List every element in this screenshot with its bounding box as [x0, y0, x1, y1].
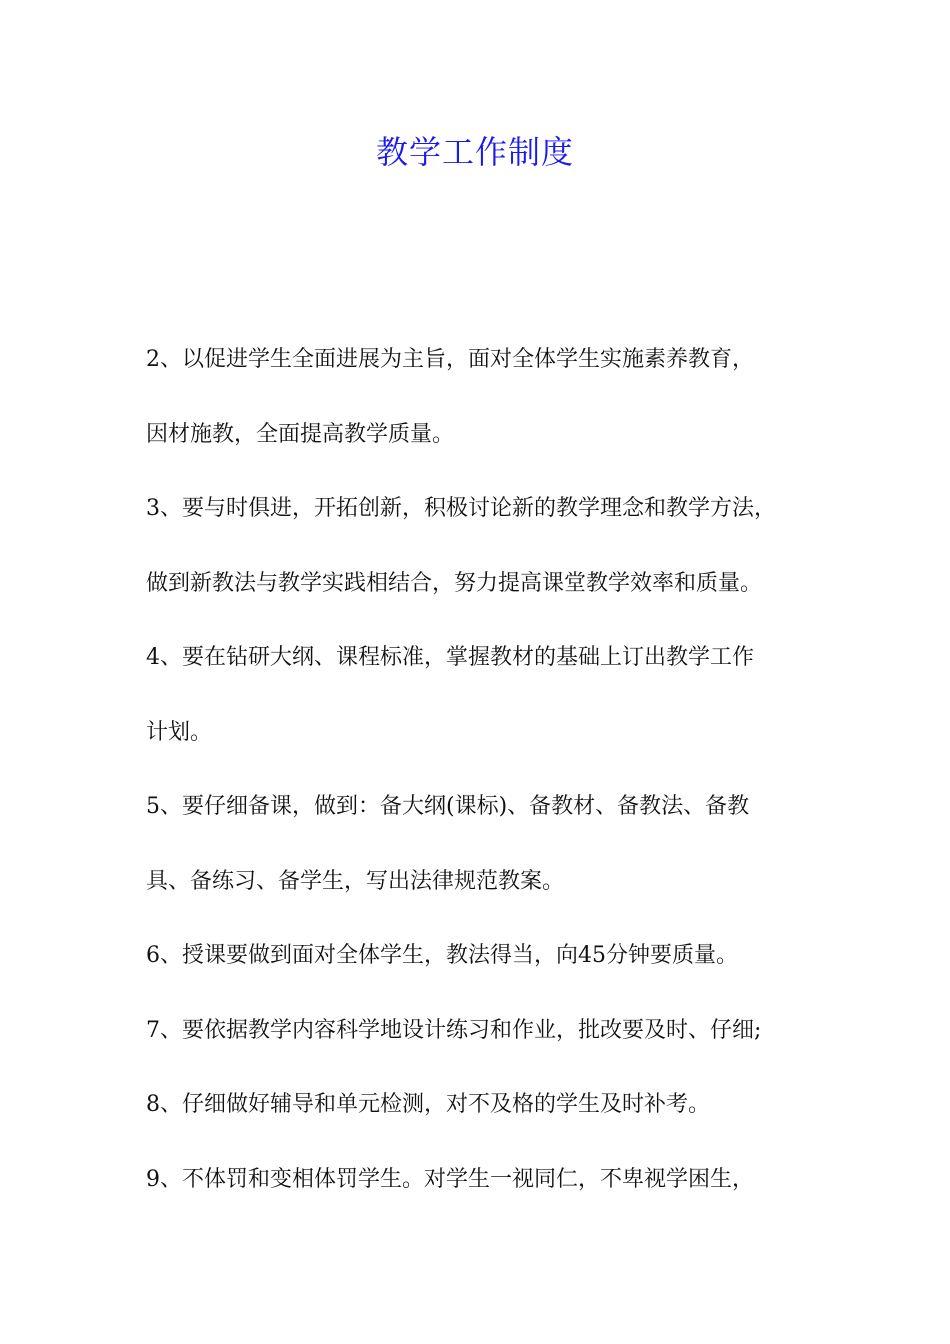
text-line: 2、以促进学生全面进展为主旨，面对全体学生实施素养教育， — [146, 347, 754, 372]
text-line: 4、要在钻研大纲、课程标准，掌握教材的基础上订出教学工作 — [146, 645, 754, 670]
text-line: 7、要依据教学内容科学地设计练习和作业，批改要及时、仔细; — [146, 1017, 762, 1043]
document-title: 教学工作制度 — [375, 133, 574, 171]
text-line: 5、要仔细备课，做到：备大纲(课标)、备教材、备教法、备教 — [146, 794, 750, 819]
text-line: 9、不体罚和变相体罚学生。对学生一视同仁，不卑视学困生， — [146, 1166, 754, 1192]
text-line: 具、备练习、备学生，写出法律规范教案。 — [146, 868, 565, 894]
document-body — [146, 335, 826, 1229]
text-line: 做到新教法与教学实践相结合，努力提高课堂教学效率和质量。 — [146, 570, 763, 596]
text-line: 8、仔细做好辅导和单元检测，对不及格的学生及时补考。 — [146, 1092, 710, 1117]
text-line: 3、要与时俱进，开拓创新，积极讨论新的教学理念和教学方法， — [146, 496, 776, 521]
text-line: 因材施教，全面提高教学质量。 — [146, 421, 455, 447]
text-line: 6、授课要做到面对全体学生，教法得当，向45分钟要质量。 — [146, 943, 738, 968]
text-line: 计划。 — [146, 719, 213, 745]
